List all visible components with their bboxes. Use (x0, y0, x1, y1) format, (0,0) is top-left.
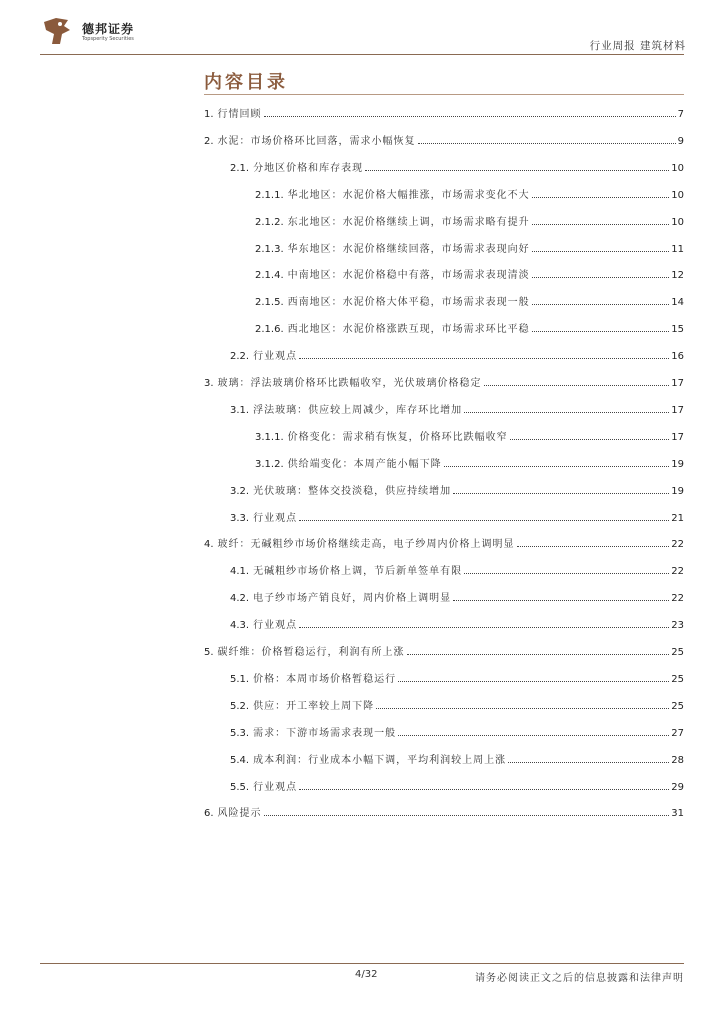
toc-title-rule (204, 94, 684, 95)
toc-entry-page: 23 (671, 620, 684, 631)
toc-entry-title: 华东地区：水泥价格继续回落，市场需求表现向好 (287, 244, 530, 255)
toc-entry-number: 2.1.5. (255, 297, 284, 308)
toc-entry-number: 3. (204, 378, 214, 389)
toc-entry-title: 无碱粗纱市场价格上调，节后新单签单有限 (253, 566, 463, 577)
toc-entry-number: 5.2. (230, 701, 250, 712)
toc-entry[interactable] (255, 321, 684, 335)
toc-dot-leader (299, 358, 669, 359)
toc-dot-leader (264, 116, 676, 117)
toc-entry-number: 2. (204, 136, 214, 147)
toc-entry[interactable] (230, 590, 684, 604)
toc-dot-leader (264, 815, 670, 816)
toc-entry-page: 15 (671, 324, 684, 335)
toc-entry-title: 西北地区：水泥价格涨跌互现，市场需求环比平稳 (287, 324, 530, 335)
report-type: 行业周报 建筑材料 (589, 40, 686, 52)
company-name-en: Topsperity Securities (82, 36, 134, 42)
toc-dot-leader (532, 251, 670, 252)
toc-entry-title: 需求：下游市场需求表现一般 (253, 728, 397, 739)
toc-entry-page: 17 (671, 432, 684, 443)
toc-entry-title: 行业观点 (253, 782, 298, 793)
toc-entry-number: 2.1.2. (255, 217, 284, 228)
toc-entry-title: 行业观点 (253, 351, 298, 362)
toc-entry-page: 22 (671, 593, 684, 604)
toc-entry-number: 2.1.1. (255, 190, 284, 201)
toc-entry-number: 2.2. (230, 351, 250, 362)
toc-entry[interactable] (204, 375, 684, 389)
toc-entry-title: 行情回顾 (217, 109, 262, 120)
toc-entry-title: 水泥：市场价格环比回落，需求小幅恢复 (217, 136, 416, 147)
toc-entry-page: 12 (671, 270, 684, 281)
footer-divider (40, 963, 684, 964)
toc-entry[interactable] (230, 725, 684, 739)
toc-entry-page: 16 (671, 351, 684, 362)
toc-dot-leader (365, 170, 669, 171)
toc-entry[interactable] (230, 671, 684, 685)
toc-entry[interactable] (230, 402, 684, 416)
toc-entry-page: 25 (671, 647, 684, 658)
toc-entry[interactable] (255, 267, 684, 281)
toc-entry-page: 25 (671, 701, 684, 712)
toc-dot-leader (532, 197, 670, 198)
toc-entry[interactable] (230, 483, 684, 497)
toc-entry[interactable] (230, 617, 684, 631)
toc-entry[interactable] (204, 644, 684, 658)
toc-entry-title: 风险提示 (217, 808, 262, 819)
toc-dot-leader (510, 439, 670, 440)
toc-entry-title: 光伏玻璃：整体交投淡稳，供应持续增加 (253, 486, 452, 497)
toc-entry-title: 行业观点 (253, 620, 298, 631)
toc-entry-page: 14 (671, 297, 684, 308)
toc-entry-number: 5.3. (230, 728, 250, 739)
toc-entry-title: 供给端变化：本周产能小幅下降 (287, 459, 442, 470)
toc-entry-number: 3.1.2. (255, 459, 284, 470)
toc-entry[interactable] (230, 779, 684, 793)
toc-dot-leader (407, 654, 670, 655)
toc-entry-title: 碳纤维：价格暂稳运行，利润有所上涨 (217, 647, 405, 658)
toc-dot-leader (299, 520, 669, 521)
toc-entry-title: 玻纤：无碱粗纱市场价格继续走高，电子纱周内价格上调明显 (217, 539, 515, 550)
toc-entry-title: 东北地区：水泥价格继续上调，市场需求略有提升 (287, 217, 530, 228)
toc-entry-page: 9 (677, 136, 684, 147)
toc-entry-title: 浮法玻璃：供应较上周减少，库存环比增加 (253, 405, 463, 416)
toc-entry[interactable] (255, 429, 684, 443)
toc-entry-number: 5.4. (230, 755, 250, 766)
toc-entry-number: 1. (204, 109, 214, 120)
toc-entry-title: 行业观点 (253, 513, 298, 524)
toc-entry-page: 19 (671, 459, 684, 470)
toc-entry-number: 3.3. (230, 513, 250, 524)
toc-dot-leader (464, 573, 669, 574)
toc-entry-page: 31 (671, 808, 684, 819)
toc-entry[interactable] (230, 348, 684, 362)
toc-entry-number: 4.3. (230, 620, 250, 631)
toc-entry[interactable] (255, 187, 684, 201)
toc-dot-leader (418, 143, 676, 144)
toc-entry-page: 22 (671, 539, 684, 550)
toc-entry-title: 中南地区：水泥价格稳中有落，市场需求表现清淡 (287, 270, 530, 281)
toc-entry-title: 价格变化：需求稍有恢复，价格环比跌幅收窄 (287, 432, 508, 443)
toc-dot-leader (464, 412, 669, 413)
toc-entry-number: 5.5. (230, 782, 250, 793)
toc-entry-title: 供应：开工率较上周下降 (253, 701, 375, 712)
toc-entry-number: 4. (204, 539, 214, 550)
toc-title: 内容目录 (204, 72, 288, 93)
toc-dot-leader (532, 331, 670, 332)
toc-entry-page: 19 (671, 486, 684, 497)
toc-dot-leader (299, 627, 669, 628)
toc-dot-leader (532, 304, 670, 305)
toc-entry-page: 29 (671, 782, 684, 793)
toc-entry-number: 4.1. (230, 566, 250, 577)
toc-entry-page: 27 (671, 728, 684, 739)
toc-entry-title: 分地区价格和库存表现 (253, 163, 364, 174)
toc-entry[interactable] (230, 698, 684, 712)
toc-entry-page: 17 (671, 378, 684, 389)
toc-entry-page: 25 (671, 674, 684, 685)
debang-logo-icon (40, 14, 74, 48)
toc-entry-number: 4.2. (230, 593, 250, 604)
company-name-cn: 德邦证券 (82, 22, 135, 36)
legal-disclaimer: 请务必阅读正文之后的信息披露和法律声明 (475, 973, 684, 984)
toc-entry-number: 5. (204, 647, 214, 658)
toc-entry-number: 2.1.6. (255, 324, 284, 335)
toc-entry[interactable] (230, 563, 684, 577)
toc-entry-title: 华北地区：水泥价格大幅推涨，市场需求变化不大 (287, 190, 530, 201)
toc-entry-title: 玻璃：浮法玻璃价格环比跌幅收窄，光伏玻璃价格稳定 (217, 378, 482, 389)
toc-entry[interactable] (255, 241, 684, 255)
toc-dot-leader (444, 466, 670, 467)
toc-entry-page: 22 (671, 566, 684, 577)
toc-entry[interactable] (255, 214, 684, 228)
toc-dot-leader (398, 735, 669, 736)
toc-entry-page: 7 (677, 109, 684, 120)
toc-dot-leader (484, 385, 670, 386)
toc-entry-number: 3.1. (230, 405, 250, 416)
toc-dot-leader (508, 762, 669, 763)
toc-entry[interactable] (204, 805, 684, 819)
toc-entry-number: 2.1.4. (255, 270, 284, 281)
toc-entry-page: 17 (671, 405, 684, 416)
toc-entry[interactable] (204, 133, 684, 147)
toc-entry[interactable] (230, 752, 684, 766)
toc-dot-leader (299, 789, 669, 790)
toc-entry-title: 成本利润：行业成本小幅下调，平均利润较上周上涨 (253, 755, 507, 766)
toc-entry-number: 5.1. (230, 674, 250, 685)
toc-entry-number: 3.2. (230, 486, 250, 497)
toc-entry[interactable] (230, 160, 684, 174)
company-logo (40, 14, 150, 48)
toc-dot-leader (398, 681, 669, 682)
toc-entry-number: 2.1.3. (255, 244, 284, 255)
toc-dot-leader (532, 224, 670, 225)
toc-entry-title: 价格：本周市场价格暂稳运行 (253, 674, 397, 685)
header-divider (40, 54, 684, 55)
toc-entry[interactable] (204, 106, 684, 120)
toc-entry[interactable] (255, 456, 684, 470)
toc-entry-title: 电子纱市场产销良好，周内价格上调明显 (253, 593, 452, 604)
toc-dot-leader (532, 277, 670, 278)
toc-entry-number: 2.1. (230, 163, 250, 174)
toc-entry-page: 28 (671, 755, 684, 766)
toc-entry-page: 11 (671, 244, 684, 255)
page-number: 4/32 (355, 969, 378, 980)
toc-entry-page: 10 (671, 190, 684, 201)
toc-entry-number: 6. (204, 808, 214, 819)
toc-entry[interactable] (230, 510, 684, 524)
toc-dot-leader (376, 708, 669, 709)
toc-dot-leader (453, 493, 669, 494)
toc-entry-page: 21 (671, 513, 684, 524)
toc-dot-leader (453, 600, 669, 601)
toc-dot-leader (517, 546, 670, 547)
toc-entry-number: 3.1.1. (255, 432, 284, 443)
toc-entry-page: 10 (671, 163, 684, 174)
toc-entry[interactable] (255, 294, 684, 308)
toc-entry-page: 10 (671, 217, 684, 228)
toc-entry[interactable] (204, 536, 684, 550)
toc-entry-title: 西南地区：水泥价格大体平稳，市场需求表现一般 (287, 297, 530, 308)
